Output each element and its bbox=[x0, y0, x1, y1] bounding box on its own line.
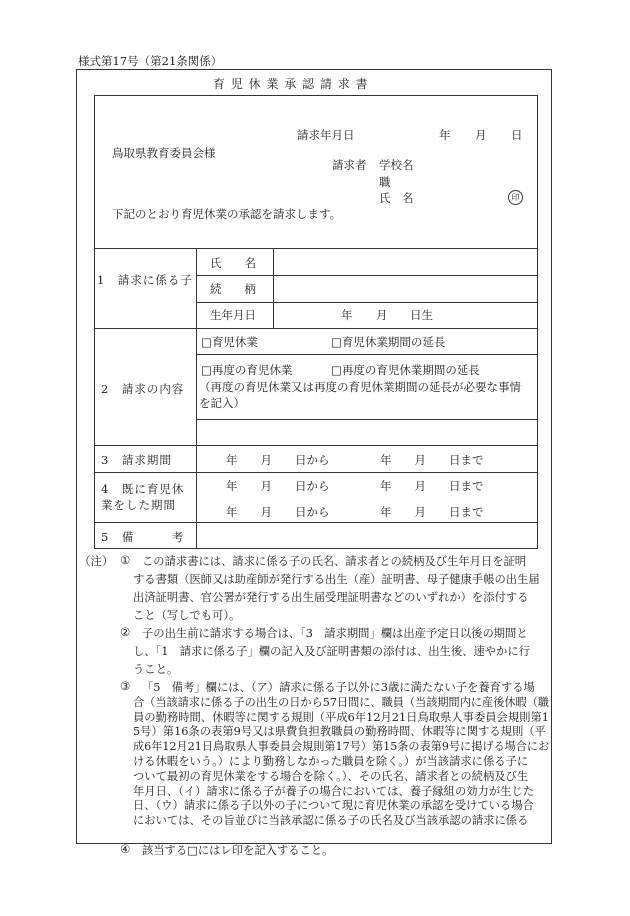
row-line-1 bbox=[94, 248, 538, 249]
requester-name-label: 氏 名 bbox=[379, 191, 414, 205]
intro-text: 下記のとおり育児休業の承認を請求します。 bbox=[112, 207, 342, 221]
page-title: 育 児 休 業 承 認 請 求 書 bbox=[213, 77, 369, 91]
child-relation-label: 続 柄 bbox=[210, 282, 256, 296]
note-3-line: 成6年12月21日鳥取県人事委員会規則第17号）第15条の表第9号に掲げる場合にお bbox=[133, 740, 550, 754]
note-3-line: 日、（ウ）請求に係る子以外の子について現に育児休業の承認を受けている場合 bbox=[133, 799, 534, 813]
past-period-from-2: 年 月 日から bbox=[226, 505, 330, 519]
seal-mark: 印 bbox=[508, 190, 523, 205]
reason-instruction-line1: （再度の育児休業又は再度の育児休業期間の延長が必要な事情 bbox=[199, 380, 521, 394]
section-past-label-line1: 4 既に育児休 bbox=[101, 482, 185, 496]
request-date-month: 月 bbox=[475, 128, 487, 142]
checkbox-repeat-extension[interactable]: □再度の育児休業期間の延長 bbox=[331, 363, 480, 377]
past-period-to-2: 年 月 日まで bbox=[380, 505, 484, 519]
birth-month: 月 bbox=[376, 308, 388, 322]
row-line-5 bbox=[94, 522, 538, 523]
note-3-line: 合（当該請求に係る子の出生の日から57日間に、職員（当該期間内に産後休暇（職 bbox=[133, 695, 550, 709]
form-number: 様式第17号（第21条関係） bbox=[78, 54, 223, 68]
request-date-day: 日 bbox=[511, 128, 523, 142]
checkbox-childcare-leave[interactable]: □育児休業 bbox=[201, 335, 258, 349]
note-3-line: ける休暇をいう。）により勤務しなかった職員を除く。）が当該請求に係る子に bbox=[133, 755, 529, 768]
note-2-line: うこと。 bbox=[133, 663, 179, 676]
notes-prefix: （注） bbox=[79, 554, 114, 568]
section-remarks-label: 5 備 考 bbox=[101, 530, 185, 544]
period-from: 年 月 日から bbox=[226, 453, 330, 467]
checkbox-repeat-leave[interactable]: □再度の育児休業 bbox=[201, 363, 293, 377]
section-period-label: 3 請求期間 bbox=[101, 453, 172, 467]
table-bottom bbox=[94, 548, 538, 549]
checkbox-leave-extension[interactable]: □育児休業期間の延長 bbox=[331, 335, 446, 349]
row-line-2 bbox=[94, 328, 538, 329]
section-child-label: 1 請求に係る子 bbox=[97, 273, 193, 287]
requester-label: 請求者 bbox=[332, 158, 367, 172]
birth-year: 年 bbox=[341, 308, 353, 322]
past-period-from-1: 年 月 日から bbox=[226, 479, 330, 493]
past-period-to-1: 年 月 日まで bbox=[380, 479, 484, 493]
reason-instruction-line2: を記入） bbox=[199, 396, 245, 410]
note-1-line: する書類（医師又は助産師が発行する出生（産）証明書、母子健康手帳の出生届 bbox=[133, 573, 540, 586]
birth-day: 日生 bbox=[410, 308, 433, 322]
request-date-year: 年 bbox=[439, 128, 451, 142]
note-3-line: ついて最初の育児休業をする場合を除く。）、その氏名、請求者との続柄及び生 bbox=[133, 769, 529, 783]
note-4-mark: ④ bbox=[120, 841, 131, 856]
row-line-child-1 bbox=[196, 275, 538, 276]
note-2-mark: ② bbox=[120, 625, 131, 639]
outer-frame-left bbox=[76, 69, 77, 844]
note-1-line: この請求書には、請求に係る子の氏名、請求者との続柄及び生年月日を証明 bbox=[142, 555, 527, 568]
row-line-4 bbox=[94, 472, 538, 473]
row-line-content-1 bbox=[196, 354, 538, 355]
note-3-line: 員の勤務時間、休暇等に関する規則（平成6年12月21日鳥取県人事委員会規則第1 bbox=[133, 710, 549, 724]
child-birthdate-label: 生年月日 bbox=[210, 308, 256, 322]
col-line-label bbox=[196, 248, 197, 548]
note-1-line: 出済証明書、官公署が発行する出生届受理証明書などのいずれか）を添付する bbox=[133, 591, 529, 604]
note-3-line: 年月日、（イ）請求に係る子が養子の場合においては、養子縁組の効力が生じた bbox=[133, 784, 535, 798]
addressee: 鳥取県教育委員会様 bbox=[112, 146, 216, 160]
request-date-label: 請求年月日 bbox=[297, 128, 355, 142]
outer-frame-right bbox=[551, 69, 552, 844]
child-name-label: 氏 名 bbox=[210, 256, 256, 270]
col-line-child bbox=[273, 248, 274, 328]
note-3-line: 5号）第16条の表第9号又は県費負担教職員の勤務時間、休暇等に関する規則（平 bbox=[133, 725, 546, 739]
period-to: 年 月 日まで bbox=[380, 453, 484, 467]
table-top bbox=[94, 95, 538, 96]
outer-frame-top bbox=[76, 69, 552, 70]
note-1-line: こと（写しでも可）。 bbox=[133, 609, 241, 622]
note-1-mark: ① bbox=[120, 553, 131, 567]
note-3-line: 「5 備考」欄には、（ア）請求に係る子以外に3歳に満たない子を養育する場 bbox=[142, 681, 535, 694]
school-label: 学校名 bbox=[379, 158, 414, 172]
note-2-line: 子の出生前に請求する場合は、「3 請求期間」欄は出産予定日以後の期間と bbox=[142, 627, 528, 640]
row-line-child-2 bbox=[196, 302, 538, 303]
table-left bbox=[94, 95, 95, 549]
note-4-text: 該当する□にはレ印を記入すること。 bbox=[142, 843, 334, 857]
note-3-line: においては、その旨並びに当該承認に係る子の氏名及び当該承認の請求に係る bbox=[133, 814, 529, 828]
section-past-label-line2: 業をした期間 bbox=[101, 498, 176, 512]
position-label: 職 bbox=[379, 175, 391, 189]
note-2-line: し、「1 請求に係る子」欄の記入及び証明書類の添付は、出生後、速やかに行 bbox=[133, 645, 530, 658]
row-line-3 bbox=[94, 445, 538, 446]
row-line-content-2 bbox=[196, 419, 538, 420]
note-3-mark: ③ bbox=[120, 679, 131, 693]
section-content-label: 2 請求の内容 bbox=[101, 382, 185, 396]
table-right bbox=[537, 95, 538, 549]
